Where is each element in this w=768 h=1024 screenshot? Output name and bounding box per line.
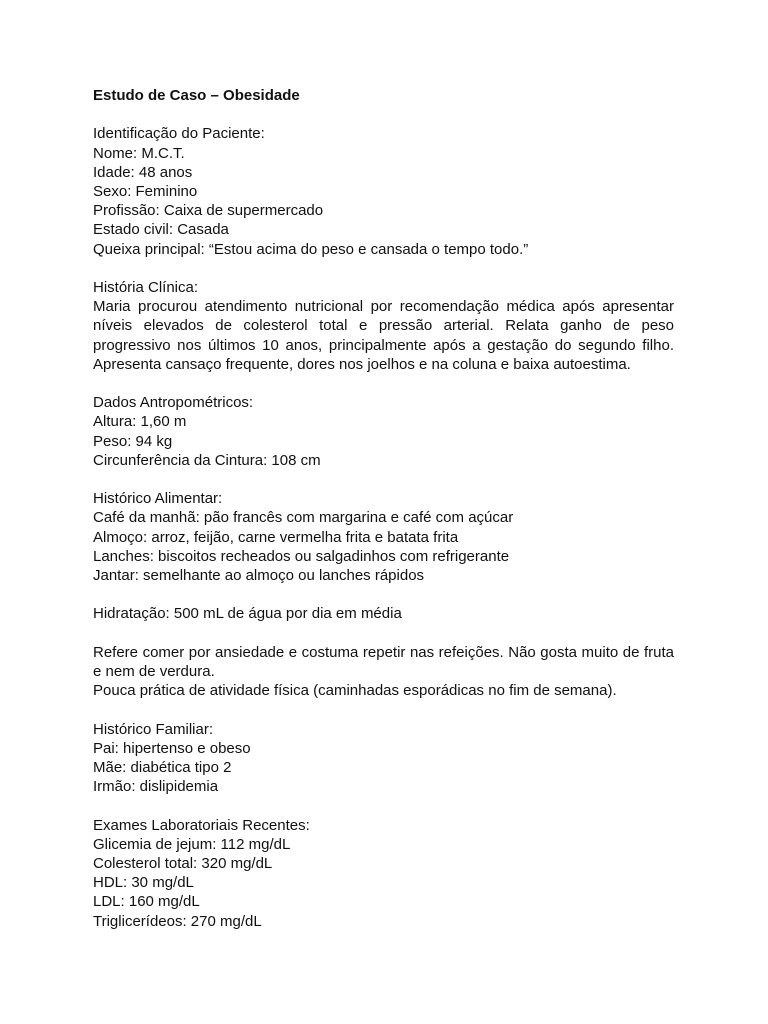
section-heading: Dados Antropométricos: <box>93 394 254 412</box>
dietary-history-section <box>93 489 674 585</box>
patient-identification-section <box>93 124 674 258</box>
mother-line: Mãe: diabética tipo 2 <box>93 759 232 776</box>
brother-line: Irmão: dislipidemia <box>93 778 219 796</box>
ldl-line: LDL: 160 mg/dL <box>93 893 200 911</box>
hydration-line: Hidratação: 500 mL de água por dia em média <box>93 605 402 623</box>
habits-section <box>93 643 674 701</box>
document-page <box>93 86 674 950</box>
section-heading: Histórico Alimentar: <box>93 490 223 508</box>
anthropometric-section <box>93 393 674 470</box>
section-heading: Identificação do Paciente: <box>93 125 265 143</box>
lab-exams-section <box>93 816 674 931</box>
section-heading: Exames Laboratoriais Recentes: <box>93 816 310 834</box>
patient-marital-status: Estado civil: Casada <box>93 221 229 239</box>
patient-main-complaint: Queixa principal: “Estou acima do peso e cansada o tempo todo.” <box>93 240 529 258</box>
hydration-section <box>93 604 674 623</box>
glucose-line: Glicemia de jejum: 112 mg/dL <box>93 835 291 853</box>
waist-value: Circunferência da Cintura: 108 cm <box>93 451 321 469</box>
snacks-line: Lanches: biscoitos recheados ou salgadinhos com refrigerante <box>93 547 510 565</box>
patient-sex: Sexo: Feminino <box>93 183 198 200</box>
clinical-history-section <box>93 278 674 374</box>
lunch-line: Almoço: arroz, feijão, carne vermelha frita e batata frita <box>93 528 459 546</box>
physical-activity-line: Pouca prática de atividade física (caminhadas esporádicas no fim de semana). <box>93 682 617 700</box>
father-line: Pai: hipertenso e obeso <box>93 739 251 757</box>
breakfast-line: Café da manhã: pão francês com margarina e café com açúcar <box>93 509 514 527</box>
clinical-history-text: Maria procurou atendimento nutricional por recomendação médica após apresentar níveis elevados de colesterol total e pressão arterial. Relata ganho de peso progressivo nos últimos 10 anos, principalmente após a gestação do segundo filho. Apresenta cansaço frequente, dores nos joelhos e na coluna e baixa autoestima. <box>93 298 674 373</box>
title-section <box>93 86 674 105</box>
document-title: Estudo de Caso – Obesidade <box>93 87 300 104</box>
hdl-line: HDL: 30 mg/dL <box>93 874 194 892</box>
triglycerides-line: Triglicerídeos: 270 mg/dL <box>93 912 262 930</box>
section-heading: Histórico Familiar: <box>93 720 214 738</box>
height-value: Altura: 1,60 m <box>93 413 187 431</box>
dinner-line: Jantar: semelhante ao almoço ou lanches rápidos <box>93 567 425 585</box>
patient-age: Idade: 48 anos <box>93 163 193 181</box>
patient-occupation: Profissão: Caixa de supermercado <box>93 202 324 220</box>
weight-value: Peso: 94 kg <box>93 432 173 450</box>
patient-name: Nome: M.C.T. <box>93 144 185 162</box>
eating-habits-text: Refere comer por ansiedade e costuma repetir nas refeições. Não gosta muito de fruta e nem de verdura. <box>93 643 674 680</box>
family-history-section <box>93 720 674 797</box>
total-cholesterol-line: Colesterol total: 320 mg/dL <box>93 855 273 872</box>
section-heading: História Clínica: <box>93 279 199 296</box>
